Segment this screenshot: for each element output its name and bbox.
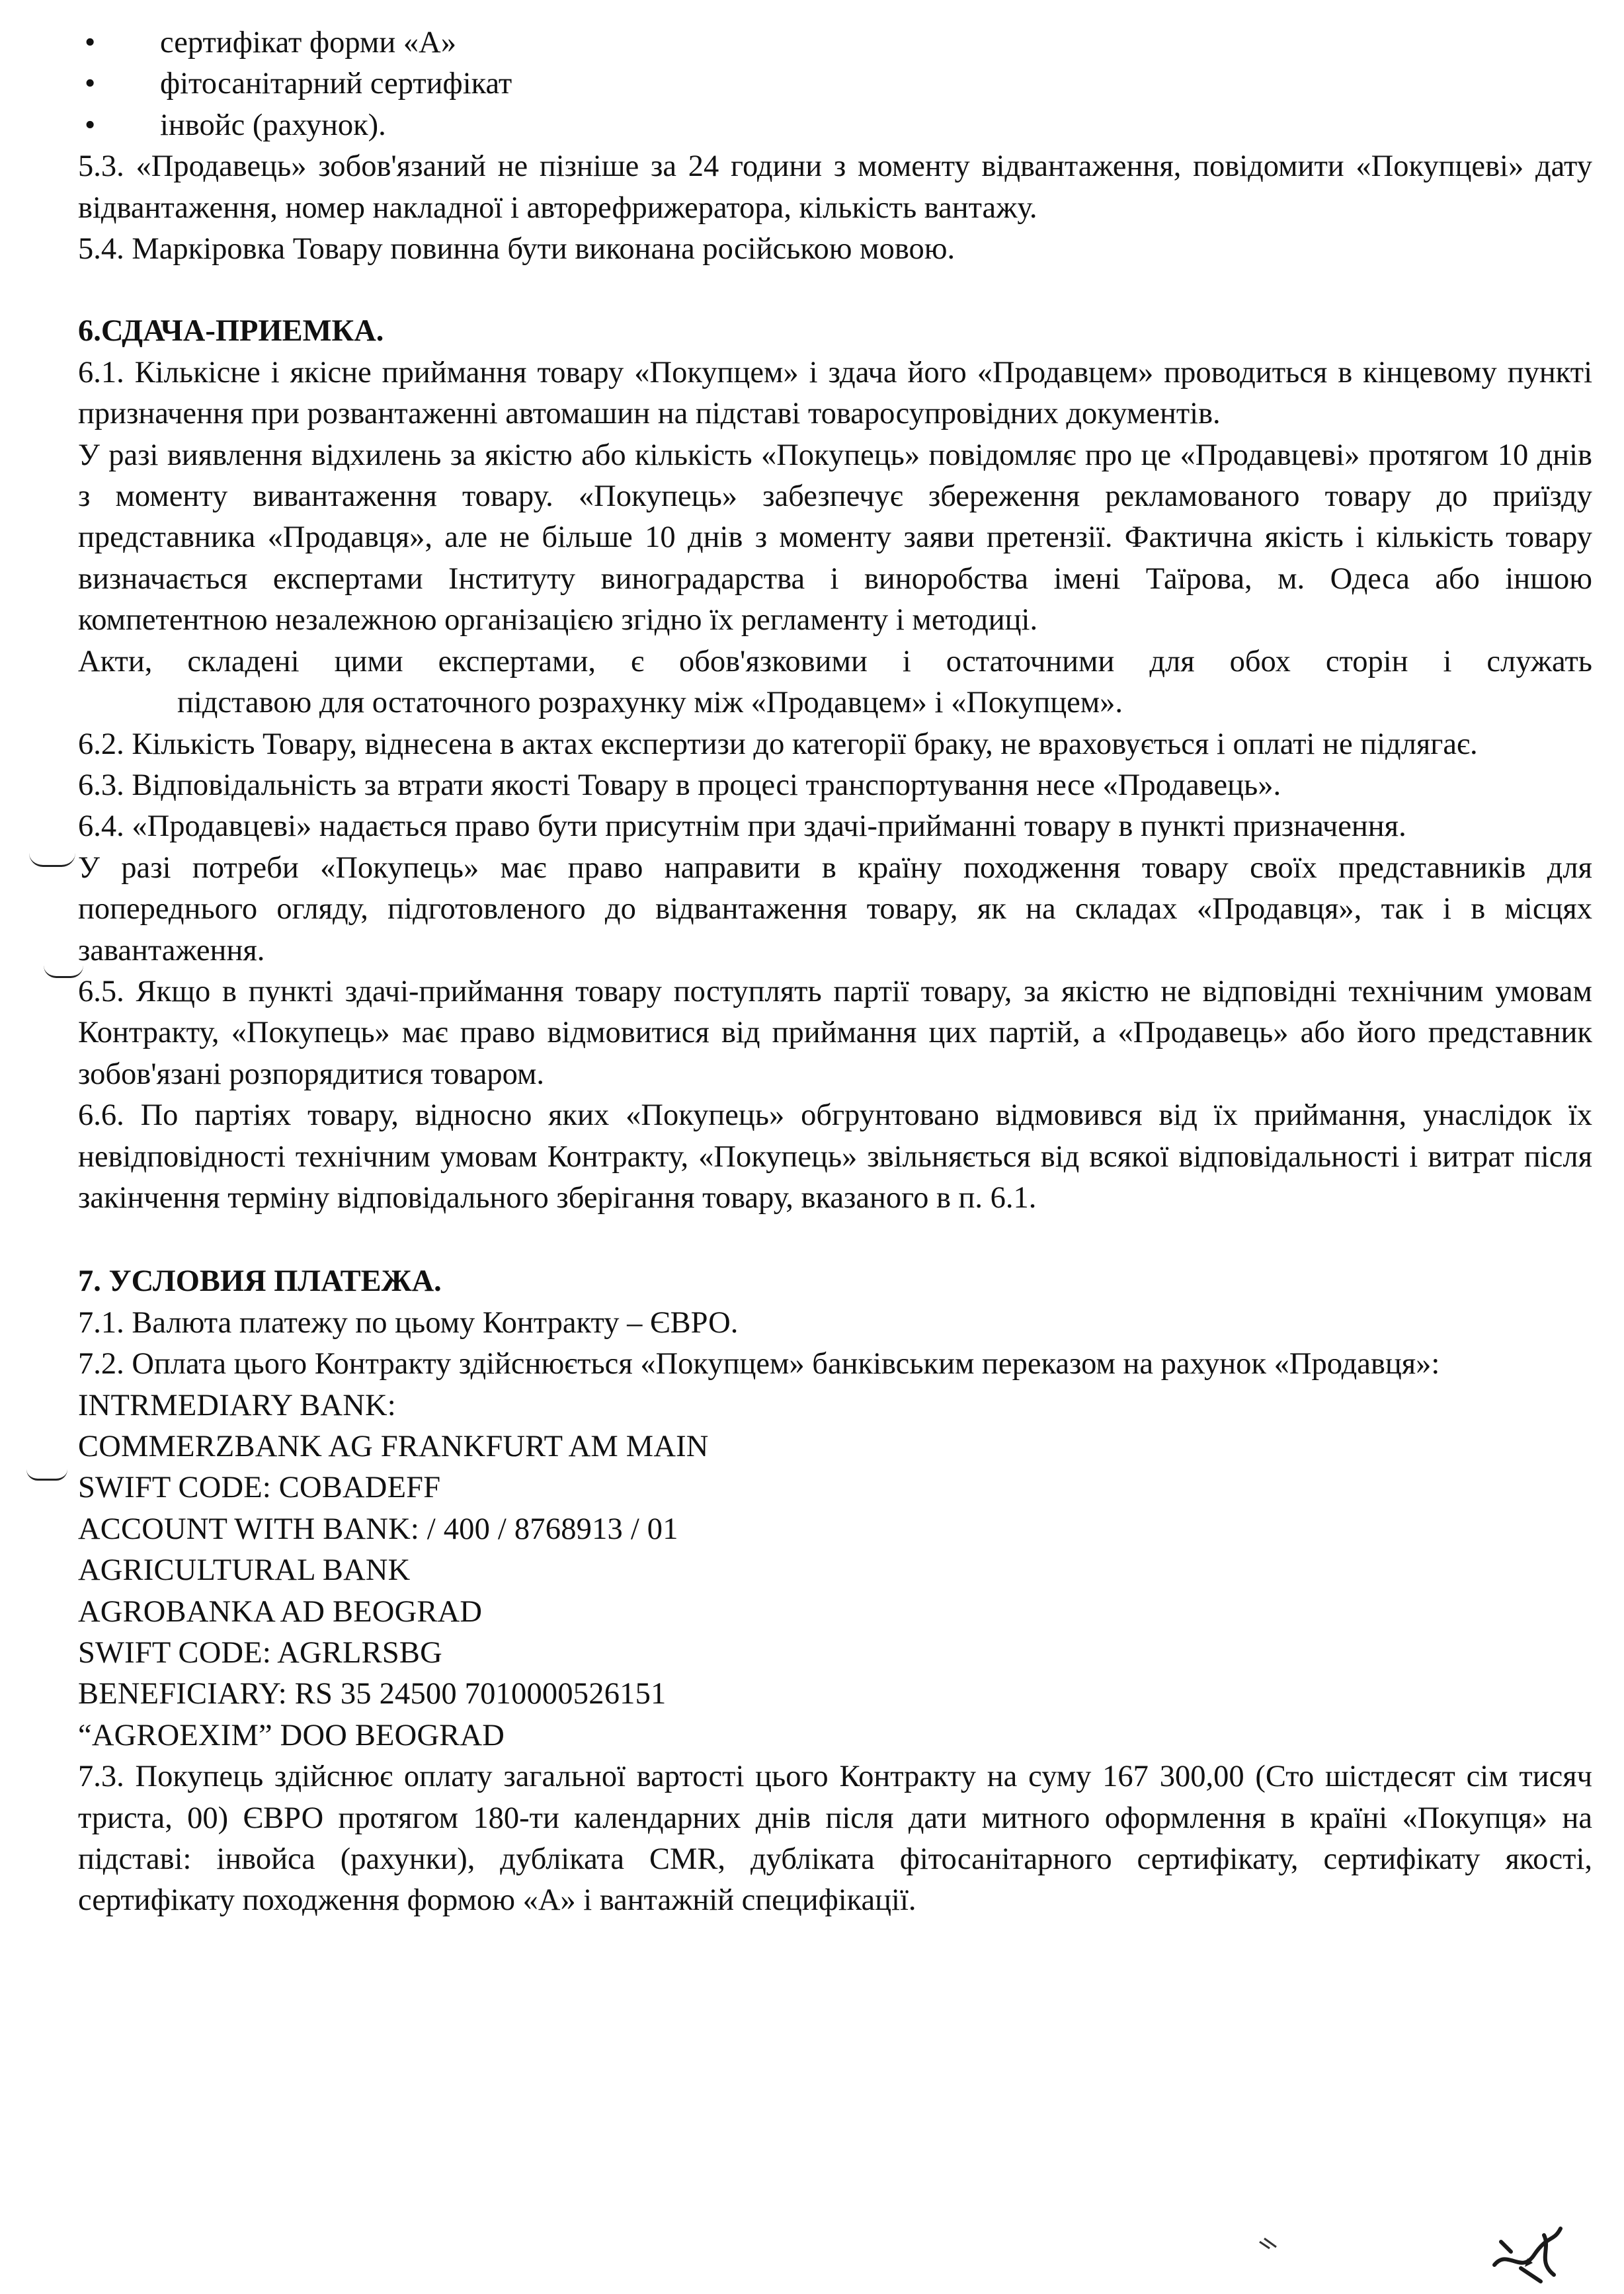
- clause-5-4: 5.4. Маркіровка Товару повинна бути виконана російською мовою.: [78, 232, 955, 266]
- margin-mark: [29, 853, 75, 867]
- bank-line: COMMERZBANK AG FRANKFURT AM MAIN: [78, 1430, 709, 1463]
- bank-details: [78, 1385, 1592, 1757]
- clause-6-1-claims: У разі виявлення відхилень за якістю або кількість «Покупець» повідомляє про це «Продавцеві» протягом 10 днів з моменту вивантаження товару. «Покупець» забезпечує збереження рекламованого товару до приїзду представника «Продавця», але не більше 10 днів з моменту заяви претензії. Фактична якість і кількість товару визначається експертами Інституту виноградарства і виноробства імені Таїрова, м. Одеса або іншою компетентною незалежною організацією згідно їх регламенту і методиці.: [78, 438, 1592, 637]
- document-page: [78, 22, 1592, 1922]
- bank-line: SWIFT CODE: AGRLRSBG: [78, 1636, 442, 1670]
- clause-6-3: 6.3. Відповідальність за втрати якості Товару в процесі транспортування несе «Продавець».: [78, 768, 1281, 802]
- margin-mark: [44, 965, 83, 978]
- signature-scribble: [1481, 2202, 1580, 2288]
- section-6-heading: 6.СДАЧА-ПРИЕМКА.: [78, 314, 384, 348]
- clause-6-1-acts: Акти, складені цими експертами, є обов'язковими і остаточними для обох сторін і служать: [78, 644, 1592, 678]
- list-item: • фітосанітарний сертифікат: [78, 63, 1592, 104]
- margin-mark: [26, 1469, 67, 1481]
- clause-6-1-acts-continued: підставою для остаточного розрахунку між «Продавцем» і «Покупцем».: [177, 686, 1123, 720]
- bank-line: AGROBANKA AD BEOGRAD: [78, 1594, 483, 1629]
- list-item: • сертифікат форми «А»: [78, 22, 1592, 63]
- bank-line: BENEFICIARY: RS 35 24500 7010000526151: [78, 1677, 667, 1711]
- clause-5-3: 5.3. «Продавець» зобов'язаний не пізніше за 24 години з моменту відвантаження, повідомити «Покупцеві» дату відвантаження, номер накладної і авторефрижератора, кількість вантажу.: [78, 149, 1592, 225]
- clause-6-4: 6.4. «Продавцеві» надається право бути присутнім при здачі-прийманні товару в пункті призначення.: [78, 809, 1406, 844]
- scan-speck: [1256, 2235, 1283, 2255]
- clause-6-6: 6.6. По партіях товару, відносно яких «Покупець» обгрунтовано відмовився від їх приймання, унаслідок їх невідповідності технічним умовам Контракту, «Покупець» звільняється від всякої відповідальності і витрат після закінчення терміну відповідального зберігання товару, вказаного в п. 6.1.: [78, 1098, 1592, 1215]
- section-7-heading: 7. УСЛОВИЯ ПЛАТЕЖА.: [78, 1264, 442, 1299]
- bank-line: INTRMEDIARY BANK:: [78, 1388, 396, 1422]
- clause-6-1: 6.1. Кількісне і якісне приймання товару «Покупцем» і здача його «Продавцем» проводиться в кінцевому пункті призначення при розвантаженні автомашин на підставі товаросупровідних документів.: [78, 355, 1592, 431]
- clause-7-2: 7.2. Оплата цього Контракту здійснюється «Покупцем» банківським переказом на рахунок «Продавця»:: [78, 1347, 1440, 1381]
- clause-7-1: 7.1. Валюта платежу по цьому Контракту – ЄВРО.: [78, 1305, 739, 1340]
- bank-line: SWIFT CODE: COBADEFF: [78, 1471, 441, 1505]
- clause-6-5: 6.5. Якщо в пункті здачі-приймання товару поступлять партії товару, за якістю не відповідні технічним умовам Контракту, «Покупець» має право відмовитися від приймання цих партій, а «Продавець» або його представник зобов'язані розпорядитися товаром.: [78, 974, 1592, 1091]
- clause-6-4-inspection: У разі потреби «Покупець» має право направити в країну походження товару своїх представників для попереднього огляду, підготовленого до відвантаження товару, як на складах «Продавця», так і в місцях завантаження.: [78, 850, 1592, 967]
- bank-line: “AGROEXIM” DOO BEOGRAD: [78, 1718, 505, 1752]
- clause-7-3: 7.3. Покупець здійснює оплату загальної вартості цього Контракту на суму 167 300,00 (Сто шістдесят сім тисяч триста, 00) ЄВРО протягом 180-ти календарних днів після дати митного оформлення в країні «Покупця» на підставі: інвойса (рахунки), дублiката CMR, дублiката фітосанітарного сертифікату, сертифікату якості, сертифікату походження формою «А» і вантажній специфікації.: [78, 1760, 1592, 1918]
- bank-line: AGRICULTURAL BANK: [78, 1553, 411, 1588]
- clause-6-2: 6.2. Кількість Товару, віднесена в актах експертизи до категорії браку, не враховується і оплаті не підлягає.: [78, 727, 1478, 761]
- bank-line: ACCOUNT WITH BANK: / 400 / 8768913 / 01: [78, 1512, 678, 1546]
- list-item: • інвойс (рахунок).: [78, 105, 1592, 146]
- document-list: [78, 22, 1592, 146]
